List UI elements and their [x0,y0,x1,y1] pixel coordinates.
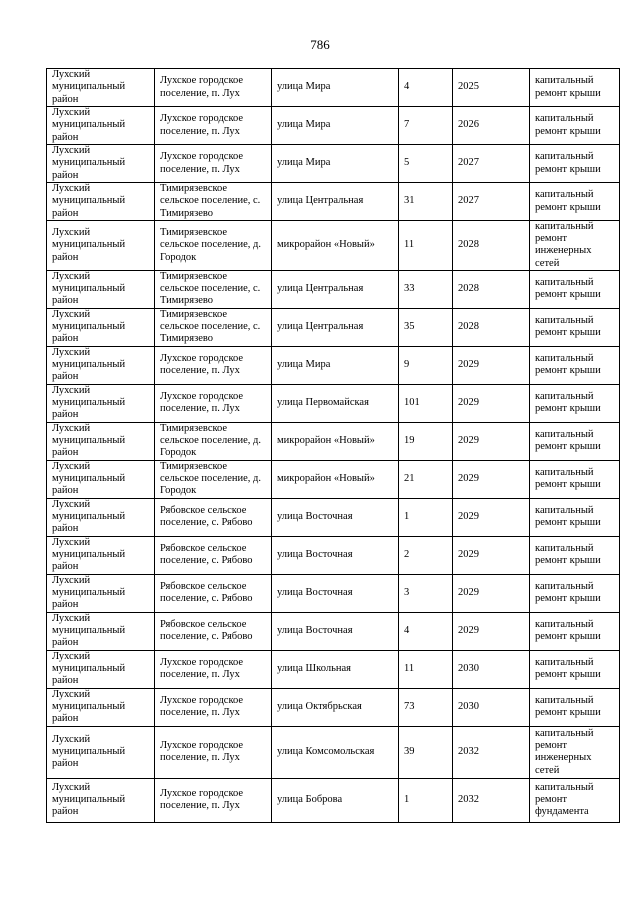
year-cell: 2028 [453,308,530,346]
street-cell: улица Комсомольская [272,726,399,778]
street-cell: улица Школьная [272,650,399,688]
year-cell: 2029 [453,460,530,498]
settlement-cell: Лухское городское поселение, п. Лух [155,650,272,688]
table-row [47,346,620,384]
house-number-cell: 3 [399,574,453,612]
settlement-cell: Лухское городское поселение, п. Лух [155,107,272,145]
year-cell: 2029 [453,574,530,612]
table-row [47,384,620,422]
table-row [47,460,620,498]
settlement-cell: Лухское городское поселение, п. Лух [155,688,272,726]
table-row [47,145,620,183]
work-type-cell: капитальный ремонт крыши [530,612,620,650]
settlement-cell: Лухское городское поселение, п. Лух [155,69,272,107]
year-cell: 2027 [453,145,530,183]
district-cell: Лухский муниципальный район [47,69,155,107]
table-row [47,107,620,145]
house-number-cell: 21 [399,460,453,498]
district-cell: Лухский муниципальный район [47,612,155,650]
table-row [47,308,620,346]
year-cell: 2028 [453,221,530,271]
district-cell: Лухский муниципальный район [47,498,155,536]
district-cell: Лухский муниципальный район [47,270,155,308]
settlement-cell: Тимирязевское сельское поселение, с. Тимирязево [155,308,272,346]
district-cell: Лухский муниципальный район [47,384,155,422]
work-type-cell: капитальный ремонт инженерных сетей [530,726,620,778]
work-type-cell: капитальный ремонт крыши [530,107,620,145]
table-row [47,221,620,271]
street-cell: улица Восточная [272,536,399,574]
table-row [47,536,620,574]
table-row [47,612,620,650]
table-row [47,778,620,822]
work-type-cell: капитальный ремонт крыши [530,688,620,726]
house-number-cell: 73 [399,688,453,726]
district-cell: Лухский муниципальный район [47,107,155,145]
street-cell: улица Мира [272,346,399,384]
year-cell: 2032 [453,726,530,778]
table-row [47,498,620,536]
house-number-cell: 11 [399,650,453,688]
year-cell: 2025 [453,69,530,107]
house-number-cell: 5 [399,145,453,183]
street-cell: улица Восточная [272,498,399,536]
street-cell: микрорайон «Новый» [272,460,399,498]
work-type-cell: капитальный ремонт крыши [530,346,620,384]
table-row [47,574,620,612]
street-cell: улица Первомайская [272,384,399,422]
table-row [47,650,620,688]
work-type-cell: капитальный ремонт крыши [530,308,620,346]
settlement-cell: Тимирязевское сельское поселение, с. Тимирязево [155,183,272,221]
settlement-cell: Тимирязевское сельское поселение, с. Тимирязево [155,270,272,308]
year-cell: 2027 [453,183,530,221]
house-number-cell: 35 [399,308,453,346]
settlement-cell: Тимирязевское сельское поселение, д. Городок [155,221,272,271]
work-type-cell: капитальный ремонт крыши [530,650,620,688]
table-row [47,183,620,221]
house-number-cell: 1 [399,498,453,536]
district-cell: Лухский муниципальный район [47,574,155,612]
table-row [47,688,620,726]
year-cell: 2029 [453,536,530,574]
street-cell: микрорайон «Новый» [272,422,399,460]
street-cell: улица Центральная [272,183,399,221]
work-type-cell: капитальный ремонт крыши [530,422,620,460]
settlement-cell: Лухское городское поселение, п. Лух [155,726,272,778]
settlement-cell: Лухское городское поселение, п. Лух [155,384,272,422]
district-cell: Лухский муниципальный район [47,726,155,778]
settlement-cell: Лухское городское поселение, п. Лух [155,346,272,384]
house-number-cell: 4 [399,69,453,107]
street-cell: улица Восточная [272,574,399,612]
district-cell: Лухский муниципальный район [47,145,155,183]
house-number-cell: 4 [399,612,453,650]
table-row [47,69,620,107]
work-type-cell: капитальный ремонт инженерных сетей [530,221,620,271]
work-type-cell: капитальный ремонт крыши [530,536,620,574]
street-cell: улица Октябрьская [272,688,399,726]
house-number-cell: 1 [399,778,453,822]
settlement-cell: Рябовское сельское поселение, с. Рябово [155,498,272,536]
year-cell: 2030 [453,688,530,726]
settlement-cell: Лухское городское поселение, п. Лух [155,778,272,822]
work-type-cell: капитальный ремонт крыши [530,183,620,221]
street-cell: микрорайон «Новый» [272,221,399,271]
house-number-cell: 2 [399,536,453,574]
district-cell: Лухский муниципальный район [47,460,155,498]
settlement-cell: Тимирязевское сельское поселение, д. Городок [155,460,272,498]
year-cell: 2029 [453,498,530,536]
year-cell: 2032 [453,778,530,822]
district-cell: Лухский муниципальный район [47,688,155,726]
house-number-cell: 31 [399,183,453,221]
street-cell: улица Центральная [272,308,399,346]
district-cell: Лухский муниципальный район [47,536,155,574]
house-number-cell: 101 [399,384,453,422]
street-cell: улица Мира [272,107,399,145]
work-type-cell: капитальный ремонт крыши [530,69,620,107]
repair-schedule-table [46,68,620,823]
settlement-cell: Рябовское сельское поселение, с. Рябово [155,612,272,650]
street-cell: улица Восточная [272,612,399,650]
house-number-cell: 7 [399,107,453,145]
work-type-cell: капитальный ремонт крыши [530,145,620,183]
table-row [47,422,620,460]
district-cell: Лухский муниципальный район [47,346,155,384]
district-cell: Лухский муниципальный район [47,650,155,688]
street-cell: улица Центральная [272,270,399,308]
house-number-cell: 11 [399,221,453,271]
house-number-cell: 39 [399,726,453,778]
district-cell: Лухский муниципальный район [47,221,155,271]
page-number: 786 [310,37,330,52]
settlement-cell: Рябовское сельское поселение, с. Рябово [155,574,272,612]
table-row [47,270,620,308]
settlement-cell: Лухское городское поселение, п. Лух [155,145,272,183]
work-type-cell: капитальный ремонт крыши [530,498,620,536]
settlement-cell: Рябовское сельское поселение, с. Рябово [155,536,272,574]
house-number-cell: 9 [399,346,453,384]
table-row [47,726,620,778]
house-number-cell: 19 [399,422,453,460]
work-type-cell: капитальный ремонт фундамента [530,778,620,822]
work-type-cell: капитальный ремонт крыши [530,574,620,612]
settlement-cell: Тимирязевское сельское поселение, д. Городок [155,422,272,460]
district-cell: Лухский муниципальный район [47,422,155,460]
year-cell: 2030 [453,650,530,688]
year-cell: 2029 [453,422,530,460]
district-cell: Лухский муниципальный район [47,778,155,822]
year-cell: 2029 [453,384,530,422]
street-cell: улица Мира [272,145,399,183]
district-cell: Лухский муниципальный район [47,183,155,221]
street-cell: улица Боброва [272,778,399,822]
year-cell: 2029 [453,612,530,650]
year-cell: 2028 [453,270,530,308]
district-cell: Лухский муниципальный район [47,308,155,346]
work-type-cell: капитальный ремонт крыши [530,270,620,308]
work-type-cell: капитальный ремонт крыши [530,460,620,498]
street-cell: улица Мира [272,69,399,107]
house-number-cell: 33 [399,270,453,308]
year-cell: 2029 [453,346,530,384]
year-cell: 2026 [453,107,530,145]
table-body [47,69,620,823]
work-type-cell: капитальный ремонт крыши [530,384,620,422]
